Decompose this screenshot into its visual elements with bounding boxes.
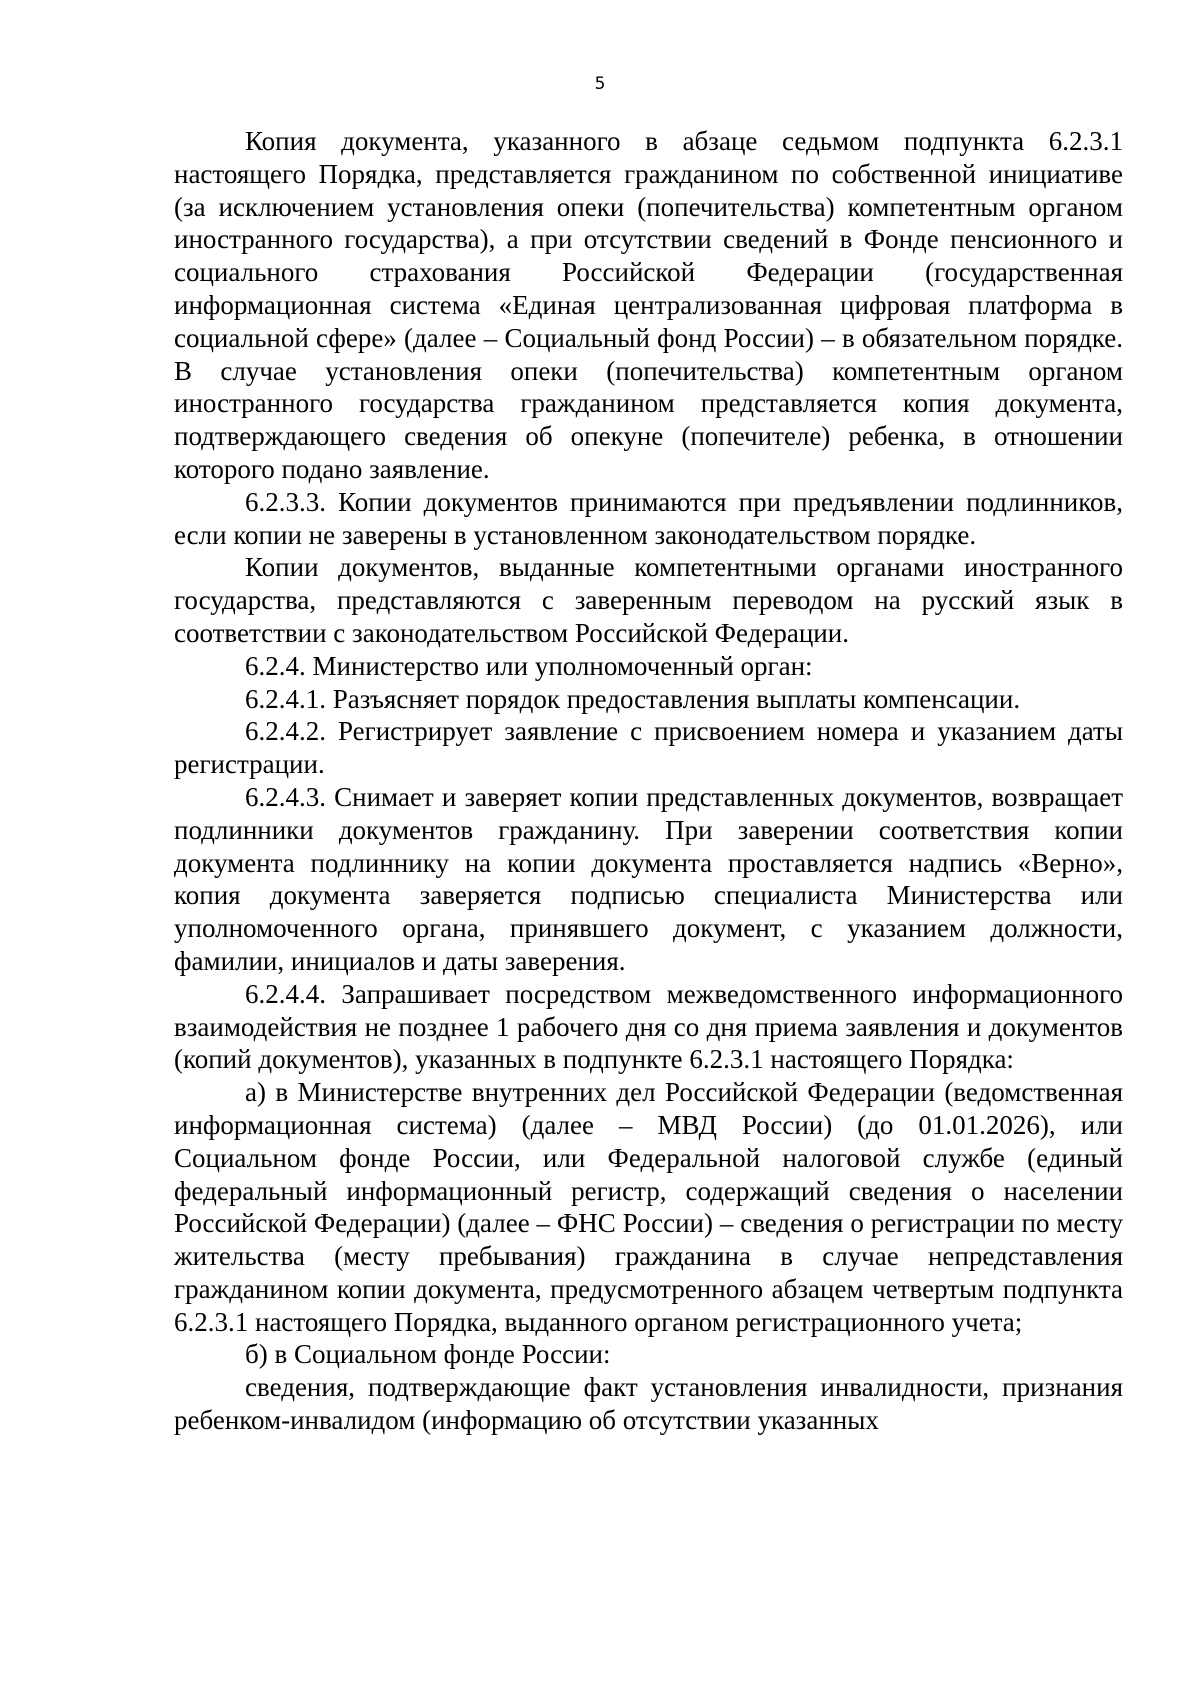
paragraph-6-2-4-1: 6.2.4.1. Разъясняет порядок предоставления выплаты компенсации. [245,683,1021,714]
paragraph-6-2-4: 6.2.4. Министерство или уполномоченный орган: [245,650,813,681]
page-number: 5 [594,74,606,94]
paragraph-item-a: а) в Министерстве внутренних дел Российской Федерации (ведомственная информационная система) (далее – МВД России) (до 01.01.2026), или Социальном фонде России, или Федеральной налоговой службе (единый федеральный информационный регистр, содержащий сведения о населении Российской Федерации) (далее – ФНС России) – сведения о регистрации по месту жительства (месту пребывания) гражданина в случае непредставления гражданином копии документа, предусмотренного абзацем четвертым подпункта 6.2.3.1 настоящего Порядка, выданного органом регистрационного учета; [174,1077,1123,1337]
paragraph-6-2-3-3: 6.2.3.3. Копии документов принимаются при предъявлении подлинников, если копии не заверены в установленном законодательством порядке. [174,486,1123,550]
paragraph-6-2-4-2: 6.2.4.2. Регистрирует заявление с присвоением номера и указанием даты регистрации. [174,716,1123,780]
paragraph-6-2-4-3: 6.2.4.3. Снимает и заверяет копии представленных документов, возвращает подлинники документов гражданину. При заверении соответствия копии документа подлиннику на копии документа проставляется надпись «Верно», копия документа заверяется подписью специалиста Министерства или уполномоченного органа, принявшего документ, с указанием должности, фамилии, инициалов и даты заверения. [174,781,1123,976]
paragraph-foreign-copies: Копии документов, выданные компетентными органами иностранного государства, представляются с заверенным переводом на русский язык в соответствии с законодательством Российской Федерации. [174,552,1123,648]
paragraph-copy-document: Копия документа, указанного в абзаце седьмом подпункта 6.2.3.1 настоящего Порядка, представляется гражданином по собственной инициативе (за исключением установления опеки (попечительства) компетентным органом иностранного государства), а при отсутствии сведений в Фонде пенсионного и социального страхования Российской Федерации (государственная информационная система «Единая централизованная цифровая платформа в социальной сфере» (далее – Социальный фонд России) – в обязательном порядке. В случае установления опеки (попечительства) компетентным органом иностранного государства гражданином представляется копия документа, подтверждающего сведения об опекуне (попечителе) ребенка, в отношении которого подано заявление. [174,126,1123,484]
paragraph-6-2-4-4: 6.2.4.4. Запрашивает посредством межведомственного информационного взаимодействия не позднее 1 рабочего дня со дня приема заявления и документов (копий документов), указанных в подпункте 6.2.3.1 настоящего Порядка: [174,978,1123,1075]
document-body [174,125,1123,1437]
paragraph-item-b: б) в Социальном фонде России: [245,1339,611,1370]
paragraph-disability-info: сведения, подтверждающие факт установления инвалидности, признания ребенком-инвалидом (информацию об отсутствии указанных [174,1372,1123,1436]
